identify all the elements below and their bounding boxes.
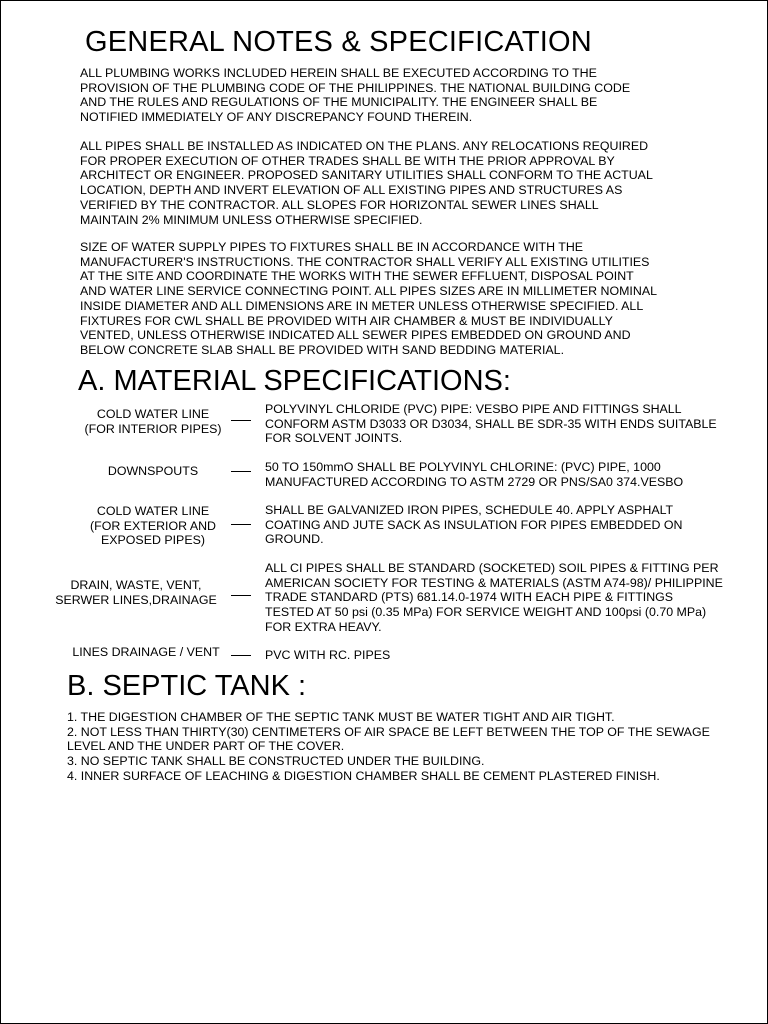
desc-line: COATING AND JUTE SACK AS INSULATION FOR PIPES EMBEDDED ON (265, 517, 683, 532)
general-note-1 (80, 66, 720, 125)
label-line: COLD WATER LINE (96, 407, 210, 421)
note-line: AND THE RULES AND REGULATIONS OF THE MUNICIPALITY. THE ENGINEER SHALL BE (80, 95, 598, 110)
desc-line: TRADE STANDARD (PTS) 681.14.0-1974 WITH EACH PIPE & FITTINGS (265, 590, 674, 605)
desc-line: AMERICAN SOCIETY FOR TESTING & MATERIALS (ASTM A74-98)/ PHILIPPINE (265, 575, 723, 590)
septic-item: LEVEL AND THE UNDER PART OF THE COVER. (67, 739, 345, 754)
note-line: ALL PLUMBING WORKS INCLUDED HEREIN SHALL BE EXECUTED ACCORDING TO THE (80, 66, 597, 80)
note-line: ARCHITECT OR ENGINEER. PROPOSED SANITARY UTILITIES SHALL CONFORM TO THE ACTUAL (80, 168, 653, 183)
leader-dash (231, 471, 251, 472)
septic-item: 2. NOT LESS THAN THIRTY(30) CENTIMETERS OF AIR SPACE BE LEFT BETWEEN THE TOP OF THE SEWAGE (67, 724, 710, 739)
material-desc-downspouts (265, 460, 755, 489)
desc-line: FOR EXTRA HEAVY. (265, 619, 382, 634)
desc-line: POLYVINYL CHLORIDE (PVC) PIPE: VESBO PIPE AND FITTINGS SHALL (265, 402, 682, 416)
desc-line: PVC WITH RC. PIPES (265, 648, 391, 662)
note-line: VERIFIED BY THE CONTRACTOR. ALL SLOPES FOR HORIZONTAL SEWER LINES SHALL (80, 197, 599, 212)
label-line: EXPOSED PIPES) (101, 533, 205, 548)
septic-item: 4. INNER SURFACE OF LEACHING & DIGESTION CHAMBER SHALL BE CEMENT PLASTERED FINISH. (67, 768, 660, 783)
septic-tank-heading: B. SEPTIC TANK : (67, 670, 307, 702)
desc-line: GROUND. (265, 532, 324, 547)
note-line: AND WATER LINE SERVICE CONNECTING POINT. ALL PIPES SIZES ARE IN MILLIMETER NOMINAL (80, 284, 657, 299)
note-line: FIXTURES FOR CWL SHALL BE PROVIDED WITH AIR CHAMBER & MUST BE INDIVIDUALLY (80, 313, 613, 328)
note-line: NOTIFIED IMMEDIATELY OF ANY DISCREPANCY FOUND THEREIN. (80, 110, 473, 125)
note-line: MANUFACTURER'S INSTRUCTIONS. THE CONTRACTOR SHALL VERIFY ALL EXISTING UTILITIES (80, 254, 650, 269)
material-desc-cold-water-exterior (265, 503, 755, 547)
note-line: MAINTAIN 2% MINIMUM UNLESS OTHERWISE SPECIFIED. (80, 212, 423, 227)
note-line: LOCATION, DEPTH AND INVERT ELEVATION OF ALL EXISTING PIPES AND STRUCTURES AS (80, 183, 623, 198)
note-line: PROVISION OF THE PLUMBING CODE OF THE PHILIPPINES. THE NATIONAL BUILDING CODE (80, 80, 631, 95)
note-line: FOR PROPER EXECUTION OF OTHER TRADES SHALL BE WITH THE PRIOR APPROVAL BY (80, 153, 615, 168)
note-line: INSIDE DIAMETER AND ALL DIMENSIONS ARE IN METER UNLESS OTHERWISE SPECIFIED. ALL (80, 298, 644, 313)
material-label-drain-waste-vent (48, 578, 224, 607)
material-specifications-heading: A. MATERIAL SPECIFICATIONS: (78, 365, 511, 397)
label-line: (FOR EXTERIOR AND (90, 518, 216, 533)
label-line: SERWER LINES,DRAINAGE (55, 592, 217, 607)
desc-line: TESTED AT 50 psi (0.35 MPa) FOR SERVICE WEIGHT AND 100psi (0.70 MPa) (265, 605, 707, 620)
desc-line: MANUFACTURED ACCORDING TO ASTM 2729 OR PNS/SA0 374.VESBO (265, 474, 684, 489)
desc-line: 50 TO 150mmO SHALL BE POLYVINYL CHLORINE: (PVC) PIPE, 1000 (265, 460, 661, 474)
label-line: DRAIN, WASTE, VENT, (70, 578, 202, 592)
material-desc-lines-drainage-vent (265, 648, 755, 663)
note-line: VENTED, UNLESS OTHERWISE INDICATED ALL SEWER PIPES EMBEDDED ON GROUND AND (80, 328, 631, 343)
leader-dash (231, 524, 251, 525)
label-line: DOWNSPOUTS (107, 464, 199, 478)
desc-line: FOR SOLVENT JOINTS. (265, 431, 403, 446)
note-line: AT THE SITE AND COORDINATE THE WORKS WITH THE SEWER EFFLUENT, DISPOSAL POINT (80, 269, 634, 284)
material-label-cold-water-interior (70, 407, 236, 436)
general-note-2 (80, 139, 720, 227)
leader-dash (231, 655, 251, 656)
material-label-cold-water-exterior (70, 504, 236, 548)
material-label-lines-drainage-vent (58, 645, 234, 660)
material-desc-drain-waste-vent (265, 561, 755, 635)
label-line: LINES DRAINAGE / VENT (72, 645, 220, 659)
note-line: ALL PIPES SHALL BE INSTALLED AS INDICATED ON THE PLANS. ANY RELOCATIONS REQUIRED (80, 139, 649, 153)
note-line: BELOW CONCRETE SLAB SHALL BE PROVIDED WITH SAND BEDDING MATERIAL. (80, 342, 565, 357)
desc-line: ALL CI PIPES SHALL BE STANDARD (SOCKETED) SOIL PIPES & FITTING PER (265, 561, 719, 575)
leader-dash (231, 595, 251, 596)
septic-item: 3. NO SEPTIC TANK SHALL BE CONSTRUCTED UNDER THE BUILDING. (67, 754, 485, 769)
label-line: (FOR INTERIOR PIPES) (84, 421, 222, 436)
leader-dash (231, 420, 251, 421)
note-line: SIZE OF WATER SUPPLY PIPES TO FIXTURES SHALL BE IN ACCORDANCE WITH THE (80, 240, 584, 254)
septic-tank-list (67, 710, 757, 784)
material-label-downspouts (70, 464, 236, 479)
page-title: GENERAL NOTES & SPECIFICATION (85, 26, 592, 58)
general-note-3 (80, 240, 720, 358)
septic-item: 1. THE DIGESTION CHAMBER OF THE SEPTIC TANK MUST BE WATER TIGHT AND AIR TIGHT. (67, 710, 615, 724)
material-desc-cold-water-interior (265, 402, 755, 446)
desc-line: CONFORM ASTM D3033 OR D3034, SHALL BE SDR-35 WITH ENDS SUITABLE (265, 416, 717, 431)
label-line: COLD WATER LINE (96, 504, 210, 518)
desc-line: SHALL BE GALVANIZED IRON PIPES, SCHEDULE 40. APPLY ASPHALT (265, 503, 674, 517)
